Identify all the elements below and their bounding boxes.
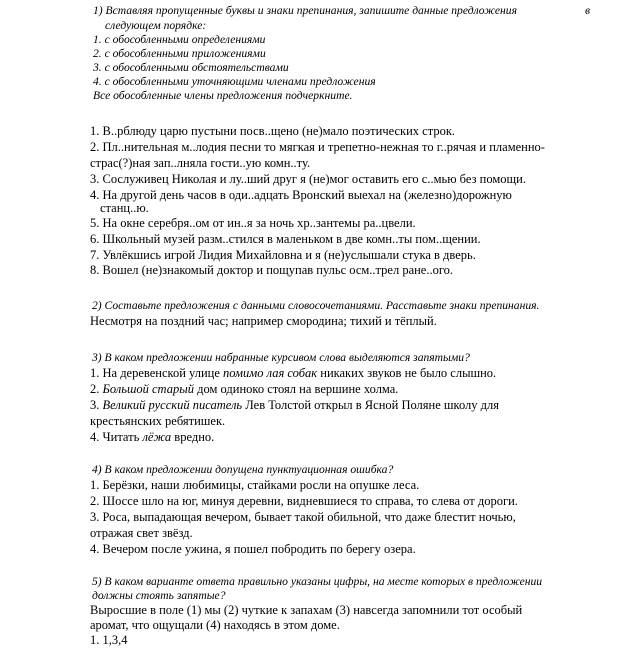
task4-sentence-3: 3. Роса, выпадающая вечером, бывает такой обильной, что даже блестит ночью, xyxy=(90,510,516,524)
task1-sentence-2: 2. Пл..нительная м..лодия песни то мягкая и трепетно-нежная то г..рячая и пламенно- xyxy=(90,140,545,154)
task1-sentence-6: 6. Школьный музей разм..стился в маленьком в две комн..ты пом..щении. xyxy=(90,232,481,246)
task5-option-1: 1. 1,3,4 xyxy=(90,633,128,647)
task3-instruction: 3) В каком предложении набранные курсивом слова выделяются запятыми? xyxy=(92,351,470,364)
task1-item-4: 4. с обособленными уточняющими членами предложения xyxy=(93,75,376,88)
task4-instruction: 4) В каком предложении допущена пунктуационная ошибка? xyxy=(92,463,394,476)
italic-phrase: Великий русский писатель xyxy=(102,398,243,412)
task3-sentence-2: 2. Большой старый дом одиноко стоял на вершине холма. xyxy=(90,382,399,396)
task1-instruction-line-1: 1) Вставляя пропущенные буквы и знаки препинания, запишите данные предложения xyxy=(93,4,517,17)
task1-sentence-3: 3. Сослуживец Николая и лу..ший друг я (не)мог оставить его с..мью без помощи. xyxy=(90,172,526,186)
task4-sentence-3-cont: отражая свет звёзд. xyxy=(90,526,193,540)
task1-sentence-1: 1. В..рблюду царю пустыни посв..щено (не)мало поэтических строк. xyxy=(90,124,456,138)
task4-sentence-2: 2. Шоссе шло на юг, минуя деревни, видневшиеся то справа, то слева от дороги. xyxy=(90,494,518,508)
task3-sentence-3: 3. Великий русский писатель Лев Толстой открыл в Ясной Поляне школу для xyxy=(90,398,500,412)
task1-sentence-5: 5. На окне серебря..ом от ин..я за ночь хр..зантемы ра..цвели. xyxy=(90,216,416,230)
task5-instruction-line-2: должны стоять запятые? xyxy=(92,589,226,602)
task1-sentence-4: 4. На другой день часов в оди..адцать Вронский выехал на (железно)дорожную xyxy=(90,188,512,202)
task1-item-2: 2. с обособленными приложениями xyxy=(93,47,266,60)
task1-item-3: 3. с обособленными обстоятельствами xyxy=(93,61,289,74)
task3-sentence-3-cont: крестьянских ребятишек. xyxy=(90,414,226,428)
task5-instruction-line-1: 5) В каком варианте ответа правильно указаны цифры, на месте которых в предложении xyxy=(92,575,543,588)
italic-phrase: помимо лая собак xyxy=(223,366,318,380)
task4-sentence-1: 1. Берёзки, наши любимицы, стайками росли на опушке леса. xyxy=(90,478,420,492)
task2-instruction: 2) Составьте предложения с данными словосочетаниями. Расставьте знаки препинания. xyxy=(92,299,540,312)
task2-phrases: Несмотря на поздний час; например смородина; тихий и тёплый. xyxy=(90,314,437,328)
italic-phrase: Большой старый xyxy=(102,382,194,396)
task1-sentence-7: 7. Увлёкшись игрой Лидия Михайловна и я (не)услышали стука в дверь. xyxy=(90,248,476,262)
italic-phrase: лёжа xyxy=(142,430,172,444)
task3-sentence-1: 1. На деревенской улице помимо лая собак никаких звуков не было слышно. xyxy=(90,366,497,380)
task1-sentence-2-cont: страс(?)ная зап..лняла гости..ую комн..ту. xyxy=(90,156,311,170)
task1-item-1: 1. с обособленными определениями xyxy=(93,33,266,46)
task1-sentence-8: 8. Вошел (не)знакомый доктор и пощупав пульс осм..трел ране..ого. xyxy=(90,263,454,277)
task1-instruction-line-1-end: в xyxy=(585,4,591,17)
task1-instruction-footer: Все обособленные члены предложения подчеркните. xyxy=(93,89,353,102)
task4-sentence-4: 4. Вечером после ужина, я пошел побродить по берегу озера. xyxy=(90,542,416,556)
task5-sentence-line-2: аромат, что ощущали (4) находясь в этом доме. xyxy=(90,618,340,632)
task5-sentence-line-1: Выросшие в поле (1) мы (2) чуткие к запахам (3) навсегда запомнили тот особый xyxy=(90,603,523,617)
task1-sentence-4-cont: станц..ю. xyxy=(100,201,149,215)
task3-sentence-4: 4. Читать лёжа вредно. xyxy=(90,430,215,444)
task1-instruction-line-2: следующем порядке: xyxy=(105,19,207,32)
